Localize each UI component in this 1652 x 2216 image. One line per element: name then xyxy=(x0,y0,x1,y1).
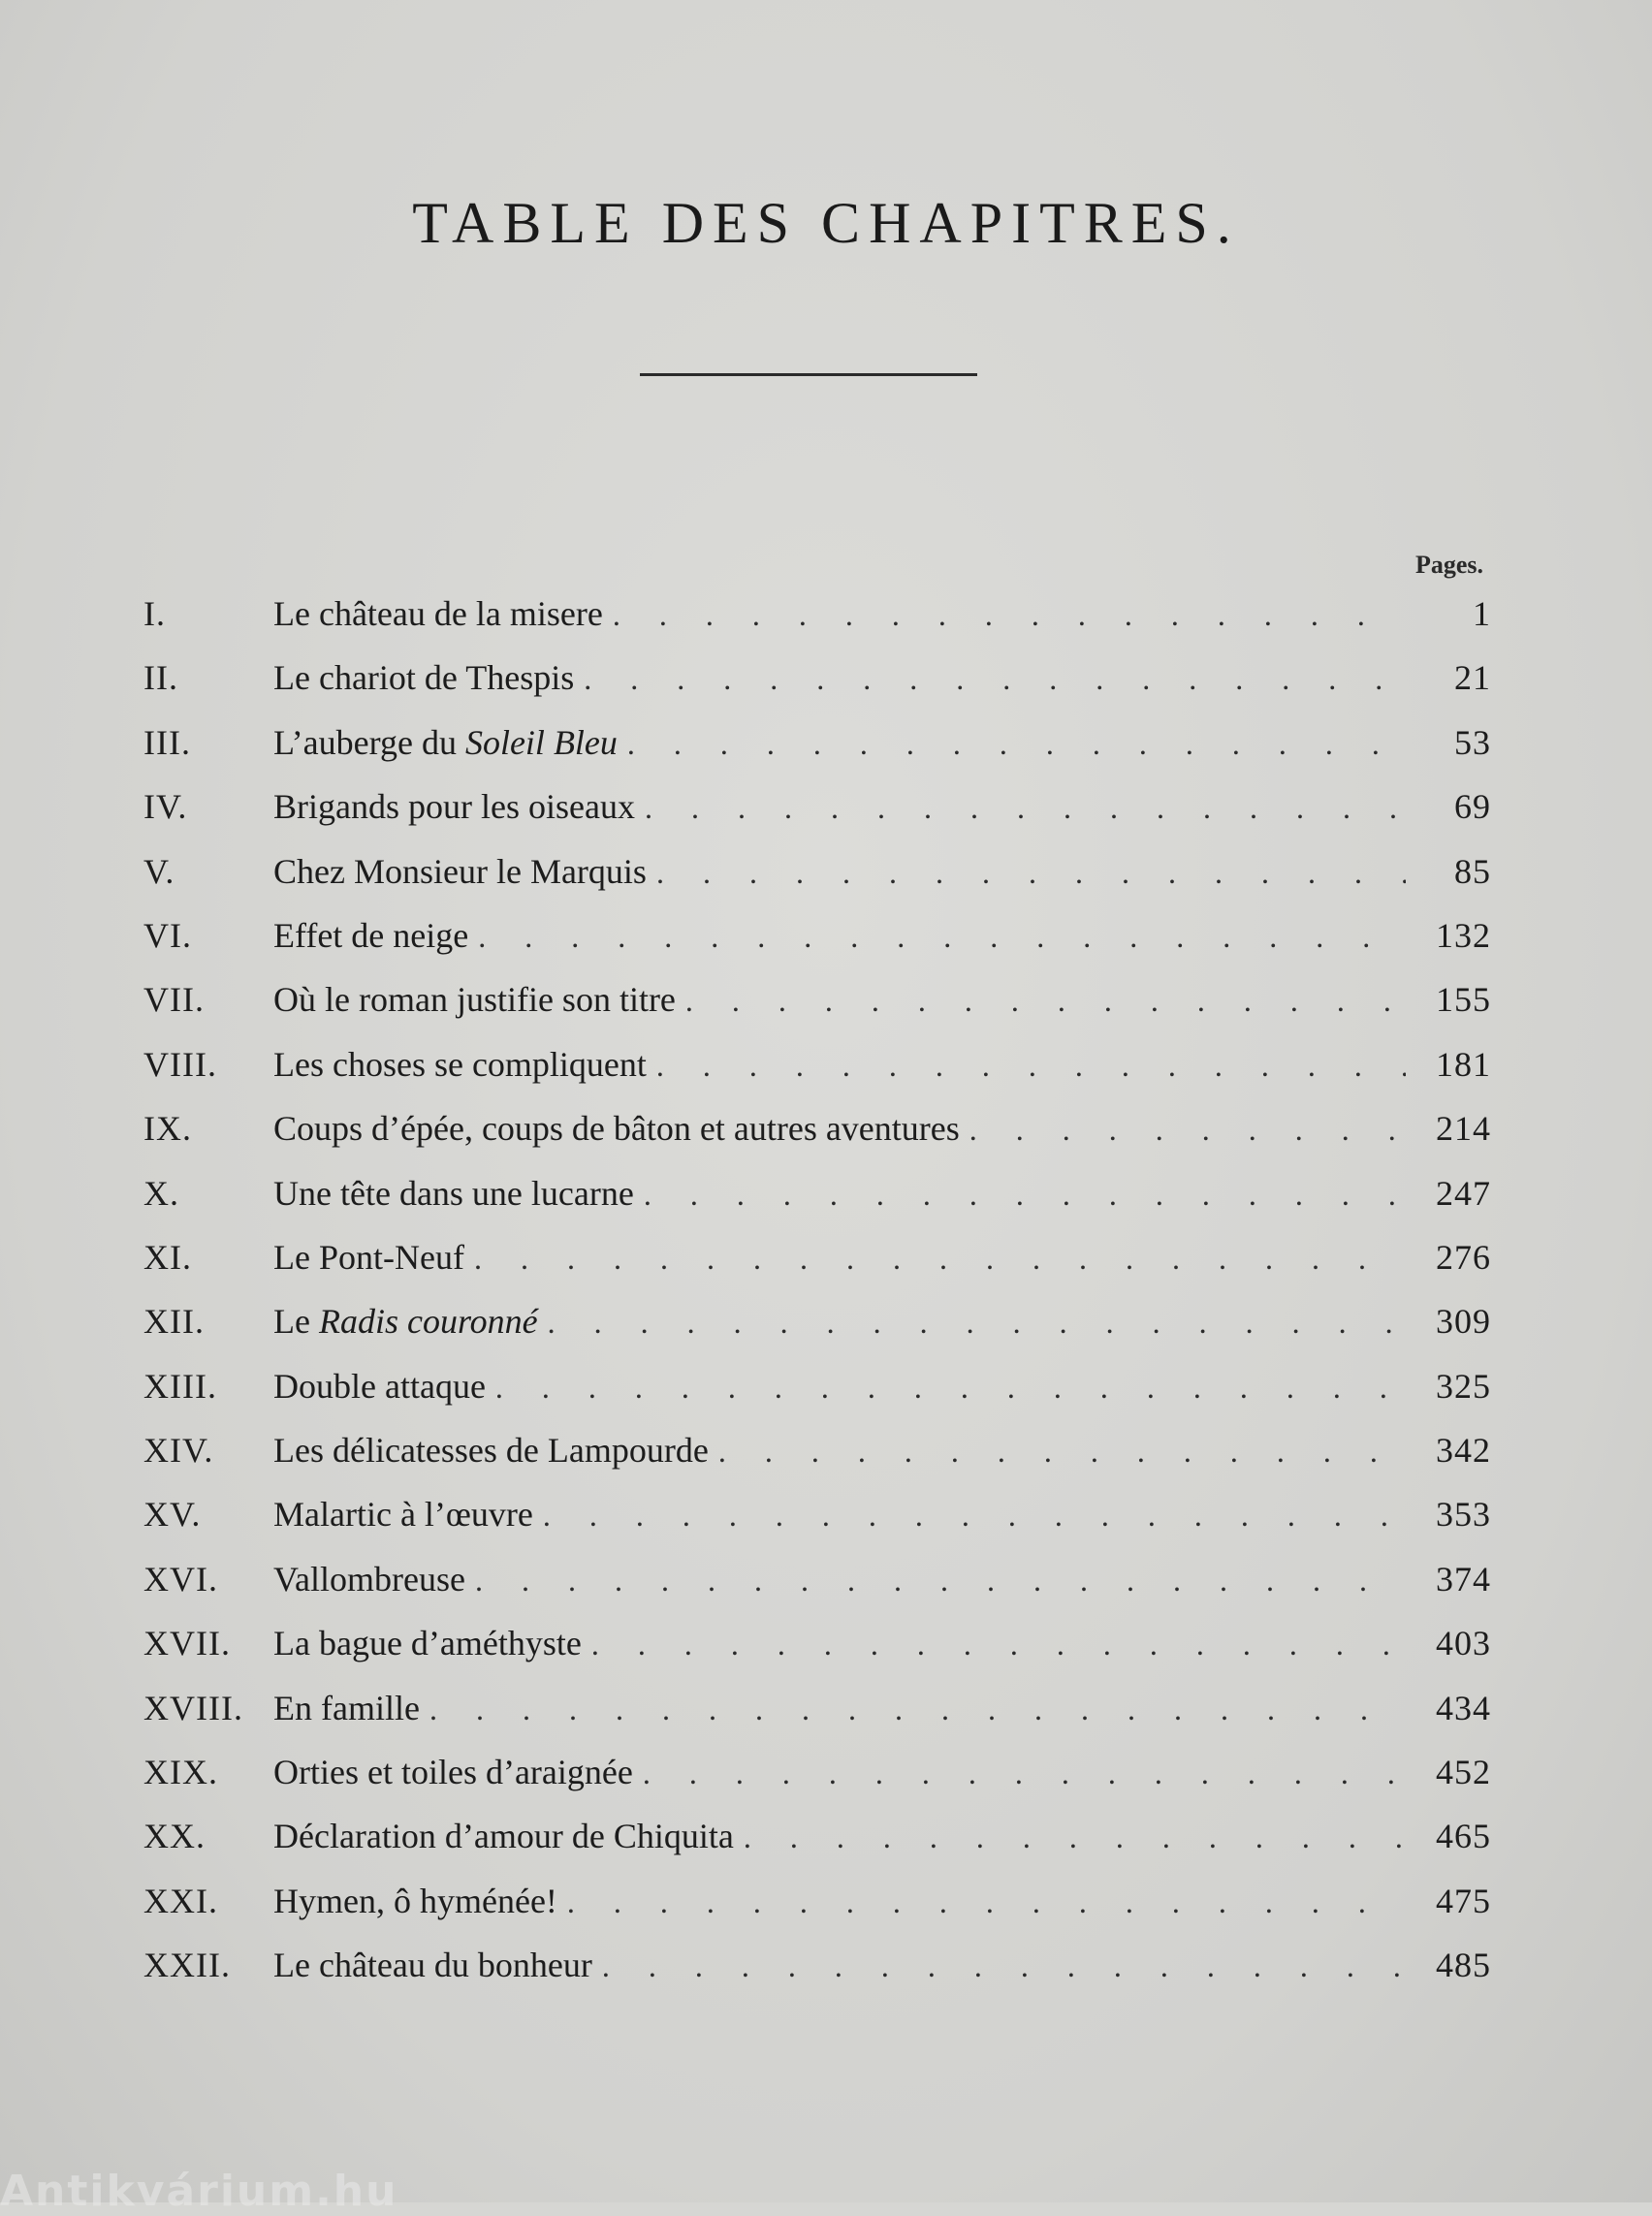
chapter-page-number: 85 xyxy=(1454,851,1491,891)
chapter-numeral: V. xyxy=(143,851,175,891)
toc-entry xyxy=(143,1494,1491,1558)
chapter-title: Brigands pour les oiseaux xyxy=(273,787,635,827)
chapter-title: Le château de la misere xyxy=(273,594,603,633)
toc-entry xyxy=(143,1430,1491,1494)
chapter-title: La bague d’améthyste xyxy=(273,1624,582,1663)
dot-leader xyxy=(656,855,1406,891)
dot-leader xyxy=(656,1048,1406,1084)
toc-entry xyxy=(143,722,1491,786)
toc-entry xyxy=(143,1559,1491,1623)
chapter-page-number: 353 xyxy=(1436,1495,1491,1535)
chapter-numeral: II. xyxy=(143,658,178,698)
toc-entry xyxy=(143,1173,1491,1237)
chapter-title: Chez Monsieur le Marquis xyxy=(273,851,647,891)
chapter-title xyxy=(273,722,618,763)
chapter-numeral: VIII. xyxy=(143,1044,217,1084)
chapter-numeral: XIX. xyxy=(143,1753,218,1792)
chapter-title: Le château du bonheur xyxy=(273,1946,592,1985)
chapter-title: Hymen, ô hyménée! xyxy=(273,1881,557,1920)
dot-leader xyxy=(495,1370,1406,1406)
dot-leader xyxy=(475,1563,1406,1599)
chapter-page-number: 325 xyxy=(1436,1366,1491,1406)
chapter-numeral: I. xyxy=(143,594,166,633)
toc-entry xyxy=(143,786,1491,850)
chapter-numeral: XV. xyxy=(143,1495,202,1535)
dot-leader xyxy=(718,1434,1406,1470)
chapter-page-number: 342 xyxy=(1436,1431,1491,1471)
chapter-title-text: Le xyxy=(273,1302,319,1342)
chapter-numeral: VII. xyxy=(143,980,205,1020)
chapter-page-number: 214 xyxy=(1436,1109,1491,1149)
dot-leader xyxy=(969,1112,1406,1148)
chapter-title-italic: Soleil Bleu xyxy=(464,722,618,762)
chapter-title: En famille xyxy=(273,1688,420,1727)
chapter-page-number: 181 xyxy=(1436,1044,1491,1084)
toc-entry xyxy=(143,1688,1491,1752)
chapter-numeral: VI. xyxy=(143,915,192,955)
chapter-page-number: 374 xyxy=(1436,1559,1491,1599)
chapter-page-number: 475 xyxy=(1436,1881,1491,1920)
chapter-title: Le Pont-Neuf xyxy=(273,1237,464,1277)
dot-leader xyxy=(627,726,1406,762)
toc-entry xyxy=(143,1237,1491,1301)
chapter-numeral: XXI. xyxy=(143,1881,218,1920)
table-of-contents xyxy=(143,593,1491,2010)
toc-entry xyxy=(143,851,1491,915)
chapter-page-number: 132 xyxy=(1436,915,1491,955)
dot-leader xyxy=(645,790,1406,826)
chapter-page-number: 465 xyxy=(1436,1817,1491,1856)
chapter-page-number: 485 xyxy=(1436,1946,1491,1985)
title-rule xyxy=(640,373,977,376)
dot-leader xyxy=(548,1305,1406,1341)
chapter-title: Les délicatesses de Lampourde xyxy=(273,1431,709,1471)
chapter-numeral: X. xyxy=(143,1173,179,1213)
chapter-title: Les choses se compliquent xyxy=(273,1044,647,1084)
page-title: TABLE DES CHAPITRES. xyxy=(412,191,1240,255)
chapter-page-number: 1 xyxy=(1473,594,1491,633)
toc-entry xyxy=(143,1752,1491,1816)
chapter-title: Le chariot de Thespis xyxy=(273,658,575,698)
toc-entry xyxy=(143,1108,1491,1172)
toc-entry xyxy=(143,1623,1491,1687)
chapter-page-number: 403 xyxy=(1436,1624,1491,1663)
chapter-numeral: XXII. xyxy=(143,1946,231,1985)
chapter-title: Où le roman justifie son titre xyxy=(273,980,676,1020)
chapter-numeral: IV. xyxy=(143,787,188,827)
chapter-title xyxy=(273,1301,538,1342)
watermark: Antikvárium.hu xyxy=(0,2167,398,2216)
toc-entry xyxy=(143,1301,1491,1365)
chapter-title: Déclaration d’amour de Chiquita xyxy=(273,1817,734,1856)
chapter-page-number: 276 xyxy=(1436,1237,1491,1277)
dot-leader xyxy=(613,597,1406,633)
chapter-title: Malartic à l’œuvre xyxy=(273,1495,533,1535)
chapter-numeral: XVI. xyxy=(143,1559,218,1599)
dot-leader xyxy=(591,1627,1406,1662)
toc-entry xyxy=(143,1044,1491,1108)
chapter-page-number: 21 xyxy=(1454,658,1491,698)
toc-entry xyxy=(143,1881,1491,1945)
chapter-title: Effet de neige xyxy=(273,915,469,955)
chapter-page-number: 434 xyxy=(1436,1688,1491,1727)
chapter-title: Vallombreuse xyxy=(273,1559,465,1599)
toc-entry xyxy=(143,979,1491,1043)
chapter-title: Une tête dans une lucarne xyxy=(273,1173,634,1213)
dot-leader xyxy=(474,1241,1406,1277)
chapter-numeral: XIV. xyxy=(143,1431,214,1471)
toc-entry xyxy=(143,593,1491,657)
chapter-title: Orties et toiles d’araignée xyxy=(273,1753,633,1792)
chapter-page-number: 53 xyxy=(1454,722,1491,762)
chapter-title-text: L’auberge du xyxy=(273,722,465,762)
chapter-title-italic: Radis couronné xyxy=(318,1302,538,1342)
dot-leader xyxy=(543,1498,1406,1534)
toc-entry xyxy=(143,1945,1491,2009)
dot-leader xyxy=(602,1948,1406,1984)
chapter-numeral: XVIII. xyxy=(143,1688,243,1727)
chapter-page-number: 452 xyxy=(1436,1753,1491,1792)
chapter-title: Coups d’épée, coups de bâton et autres aventures xyxy=(273,1109,960,1149)
chapter-numeral: IX. xyxy=(143,1109,192,1149)
chapter-numeral: III. xyxy=(143,722,191,762)
chapter-numeral: XI. xyxy=(143,1237,192,1277)
chapter-page-number: 309 xyxy=(1436,1302,1491,1342)
dot-leader xyxy=(429,1692,1406,1727)
toc-entry xyxy=(143,1816,1491,1880)
chapter-title: Double attaque xyxy=(273,1366,486,1406)
chapter-numeral: XIII. xyxy=(143,1366,217,1406)
toc-entry xyxy=(143,1366,1491,1430)
chapter-page-number: 247 xyxy=(1436,1173,1491,1213)
chapter-numeral: XII. xyxy=(143,1302,205,1342)
dot-leader xyxy=(584,661,1406,697)
dot-leader xyxy=(478,919,1406,955)
chapter-numeral: XVII. xyxy=(143,1624,231,1663)
toc-entry xyxy=(143,657,1491,721)
dot-leader xyxy=(685,983,1406,1019)
chapter-page-number: 155 xyxy=(1436,980,1491,1020)
dot-leader xyxy=(643,1756,1406,1791)
dot-leader xyxy=(744,1820,1406,1855)
chapter-page-number: 69 xyxy=(1454,787,1491,827)
pages-column-header: Pages. xyxy=(1414,551,1483,579)
chapter-numeral: XX. xyxy=(143,1817,206,1856)
toc-entry xyxy=(143,915,1491,979)
dot-leader xyxy=(567,1884,1406,1920)
dot-leader xyxy=(644,1177,1406,1213)
